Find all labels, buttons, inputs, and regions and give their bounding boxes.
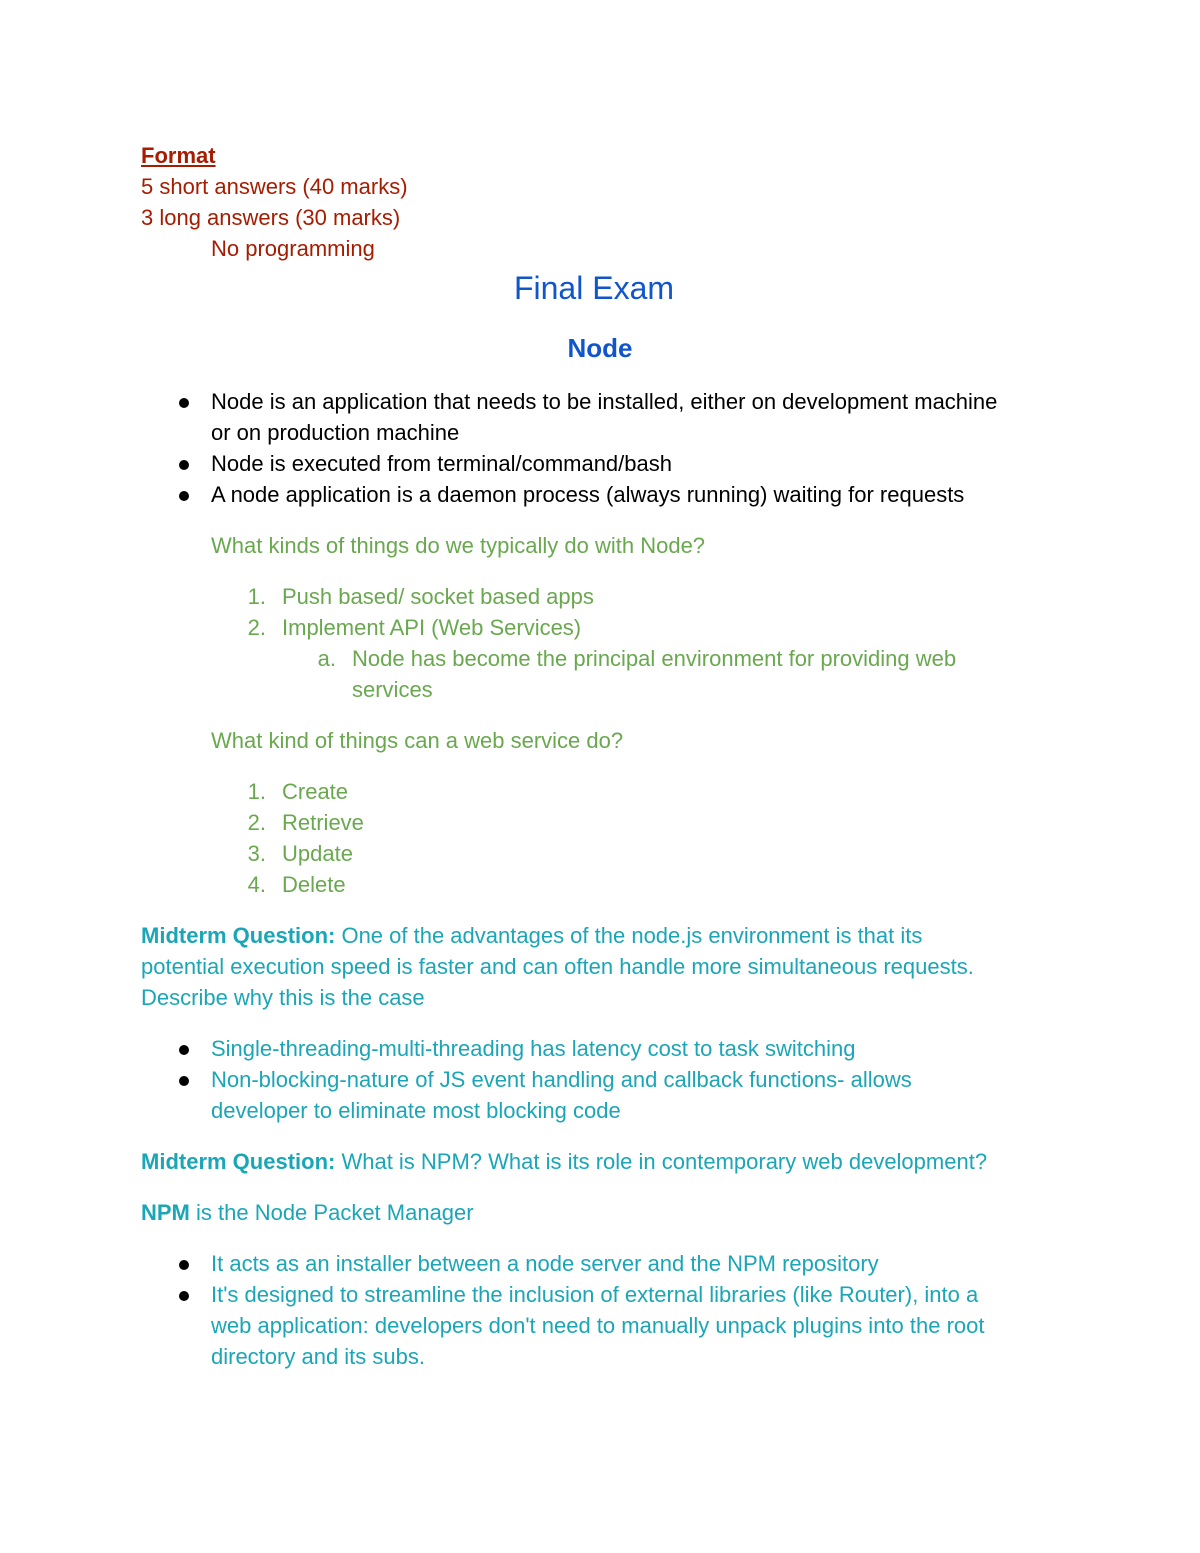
sub-list-item-continuation: services [352,677,433,702]
list-item: Update [282,841,353,866]
format-line: 3 long answers (30 marks) [141,205,401,230]
midterm-question [141,920,922,951]
page-title: Final Exam [513,270,675,306]
list-item: Non-blocking-nature of JS event handling and callback functions- allows [211,1067,912,1092]
list-item-continuation: web application: developers don't need to manually unpack plugins into the root [211,1313,985,1338]
sub-list-item: Node has become the principal environment for providing web [352,646,957,671]
midterm-text-line: potential execution speed is faster and can often handle more simultaneous requests. [141,954,974,979]
format-note: No programming [211,236,375,261]
bullet-icon [179,1291,189,1301]
list-item: Node is executed from terminal/command/bash [211,451,672,476]
format-line: 5 short answers (40 marks) [141,174,408,199]
list-item: Single-threading-multi-threading has latency cost to task switching [211,1036,856,1061]
question-text: What kinds of things do we typically do with Node? [211,533,706,558]
list-number: 2. [247,615,266,640]
list-item: A node application is a daemon process (always running) waiting for requests [211,482,965,507]
midterm-question [141,1146,987,1177]
list-number: 2. [247,810,266,835]
list-item: Push based/ socket based apps [282,584,594,609]
list-item: Retrieve [282,810,364,835]
midterm-label: Midterm Question: [141,1149,336,1174]
bullet-icon [179,1260,189,1270]
list-letter: a. [317,646,336,671]
list-item: Node is an application that needs to be installed, either on development machine [211,389,998,414]
midterm-label: Midterm Question: [141,923,336,948]
npm-definition [141,1197,474,1228]
list-number: 1. [247,779,266,804]
list-item: It's designed to streamline the inclusion of external libraries (like Router), into a [211,1282,979,1307]
list-item-continuation: or on production machine [211,420,460,445]
list-item-continuation: directory and its subs. [211,1344,425,1369]
list-item: It acts as an installer between a node server and the NPM repository [211,1251,879,1276]
midterm-text: What is NPM? What is its role in contemporary web development? [335,1149,988,1174]
midterm-text-line: Describe why this is the case [141,985,425,1010]
bullet-icon [179,1076,189,1086]
list-number: 1. [247,584,266,609]
list-item-continuation: developer to eliminate most blocking code [211,1098,621,1123]
list-number: 4. [247,872,266,897]
format-heading: Format [141,143,216,168]
section-heading: Node [567,333,633,363]
bullet-icon [179,398,189,408]
bullet-icon [179,460,189,470]
list-item: Create [282,779,349,804]
list-item: Implement API (Web Services) [282,615,582,640]
bullet-icon [179,1045,189,1055]
npm-label: NPM [141,1200,190,1225]
npm-text: is the Node Packet Manager [189,1200,474,1225]
question-text: What kind of things can a web service do? [211,728,624,753]
midterm-text: One of the advantages of the node.js environment is that its [335,923,923,948]
list-number: 3. [247,841,266,866]
list-item: Delete [282,872,346,897]
bullet-icon [179,491,189,501]
